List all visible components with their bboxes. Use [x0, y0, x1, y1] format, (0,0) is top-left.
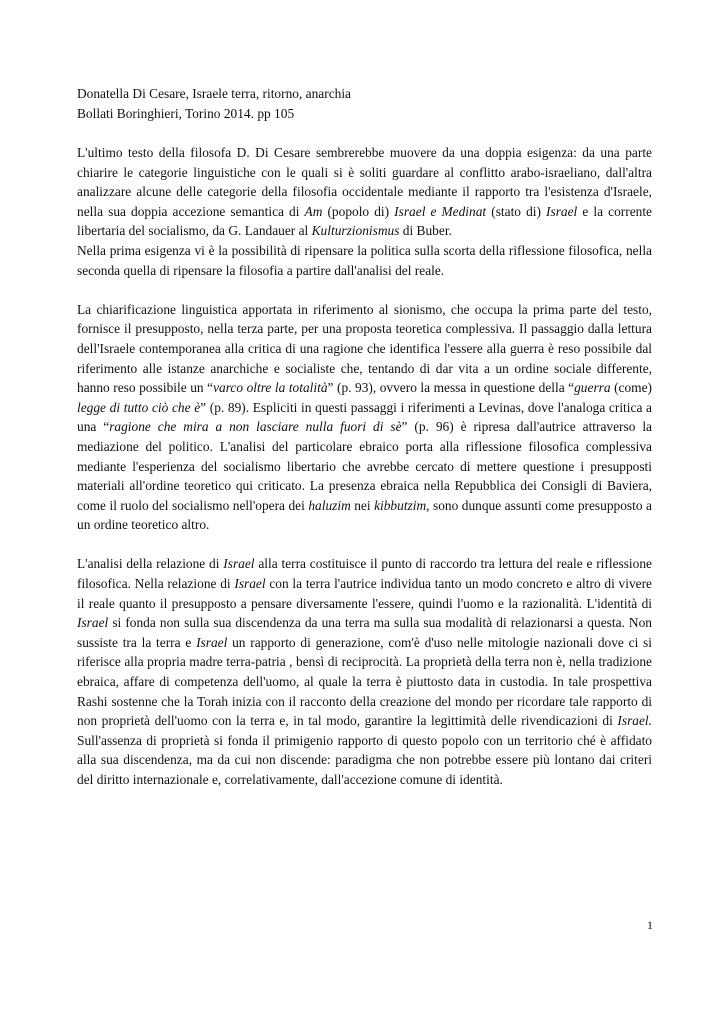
italic-term: Israel	[234, 576, 266, 592]
text-run: ” (p. 96) è ripresa dall'autrice attraverso la mediazione del politico. L'analisi del particolare ebraico porta alla riflessione filosofica complessiva mediante l'esperienza del socialismo libertario che avrebbe cercato di mettere questione i presupposti materiali all'ordine teoretico qui criticato. La presenza ebraica nella Repubblica dei Consigli di Baviera, come il ruolo del socialismo nell'opera dei	[77, 419, 652, 513]
italic-term: haluzim	[308, 497, 351, 513]
text-run: ” (p. 89). Espliciti in questi passaggi i riferimenti a Levinas, dove l'analoga critica a una “	[77, 399, 652, 435]
text-run: L'analisi della relazione di	[77, 556, 224, 572]
text-run: si fonda non sulla sua discendenza da una terra ma sulla sua modalità di relazionarsi a questa. Non sussiste tra la terra e	[77, 615, 652, 650]
text-run: di Buber.	[399, 223, 452, 239]
italic-term: Israel.	[617, 713, 652, 729]
text-run: e la corrente libertaria del socialismo, da G. Landauer al	[77, 203, 652, 239]
text-run: (come)	[610, 380, 652, 396]
text-run: un rapporto di generazione, com'è d'uso nelle mitologie nazionali dove ci si riferisce alla propria madre terra-patria , bensì di reciprocità. La proprietà della terra non è, nella tradizione ebraica, affare di competenza dell'uomo, al quale la terra è piuttosto data in custodia. In tale prospettiva Rashi sostenne che la Torah inizia con il racconto della creazione del mondo per ricordare tale rapporto di non proprietà dell'uomo con la terra e, in tal modo, garantire la legittimità delle rivendicazioni di	[77, 634, 652, 729]
paragraph	[77, 300, 652, 535]
text-run: (popolo di)	[322, 203, 395, 219]
page-number: 1	[647, 918, 653, 932]
italic-term: guerra	[574, 380, 611, 396]
book-citation	[77, 84, 351, 124]
paragraph	[77, 241, 652, 280]
text-run: Sull'assenza di proprietà si fonda il primigenio rapporto di questo popolo con un territorio ché è affidato alla sua discendenza, ma da cui non discende: paradigma che non potrebbe essere più lontano dai criteri del diritto internazionale e, correlativamente, dall'accezione comune di identità.	[77, 732, 652, 787]
citation-publisher-line: Bollati Boringhieri, Torino 2014. pp 105	[77, 106, 295, 121]
text-run: , sono dunque assunti come presupposto a un ordine teoretico altro.	[77, 497, 652, 533]
text-run: con la terra l'autrice individua tanto un modo concreto e altro di vivere il reale quanto il presupposto a pensare diversamente l'essere, quindi l'uomo e la razionalità. L'identità di	[77, 576, 652, 611]
text-run: Nella prima esigenza vi è la possibilità di ripensare la politica sulla scorta della riflessione filosofica, nella seconda quella di ripensare la filosofia a partire dall'analisi del reale.	[77, 242, 652, 278]
italic-term: Israel	[546, 203, 578, 219]
text-run: (stato di)	[486, 203, 547, 219]
text-run: alla terra costituisce il punto di raccordo tra lettura del reale e riflessione filosofica. Nella relazione di	[77, 556, 652, 592]
italic-term: Israel e Medinat	[394, 203, 487, 219]
italic-term: Israel	[196, 634, 228, 650]
italic-term: Israel	[223, 556, 255, 572]
text-run: La chiarificazione linguistica apportata in riferimento al sionismo, che occupa la prima parte del testo, fornisce il presupposto, nella terza parte, per una proposta teoretica complessiva. Il passaggio dalla lettura dell'Israele contemporanea alla critica di una ragione che identifica l'essere alla guerra è reso possibile dal riferimento alle istanze anarchiche e socialiste che, tentando di dar vita a un ordine sociale differente, hanno reso possibile un “	[77, 301, 652, 396]
text-run: ” (p. 93), ovvero la messa in questione della “	[327, 380, 575, 396]
italic-term: legge di tutto ciò che è	[77, 399, 201, 415]
paragraph	[77, 143, 652, 241]
italic-term: Israel	[77, 615, 109, 631]
text-run: L'ultimo testo della filosofa D. Di Cesare sembrerebbe muovere da una doppia esigenza: da una parte chiarire le categorie linguistiche con le quali si è soliti guardare al conflitto arabo-israeliano, dall'altra analizzare alcune delle categorie della filosofia occidentale mediante il rapporto tra l'esistenza d'Israele, nella sua doppia accezione semantica di	[77, 145, 652, 219]
italic-term: Am	[304, 203, 323, 219]
italic-term: ragione che mira a non lasciare nulla fuori di sè	[109, 419, 402, 435]
italic-term: Kulturzionismus	[311, 223, 400, 239]
paragraph	[77, 554, 652, 789]
review-body	[77, 143, 652, 790]
italic-term: varco oltre la totalità	[213, 380, 328, 396]
text-run: nei	[350, 497, 375, 513]
citation-title-line: Donatella Di Cesare, Israele terra, ritorno, anarchia	[77, 86, 351, 101]
italic-term: kibbutzim	[374, 497, 427, 513]
